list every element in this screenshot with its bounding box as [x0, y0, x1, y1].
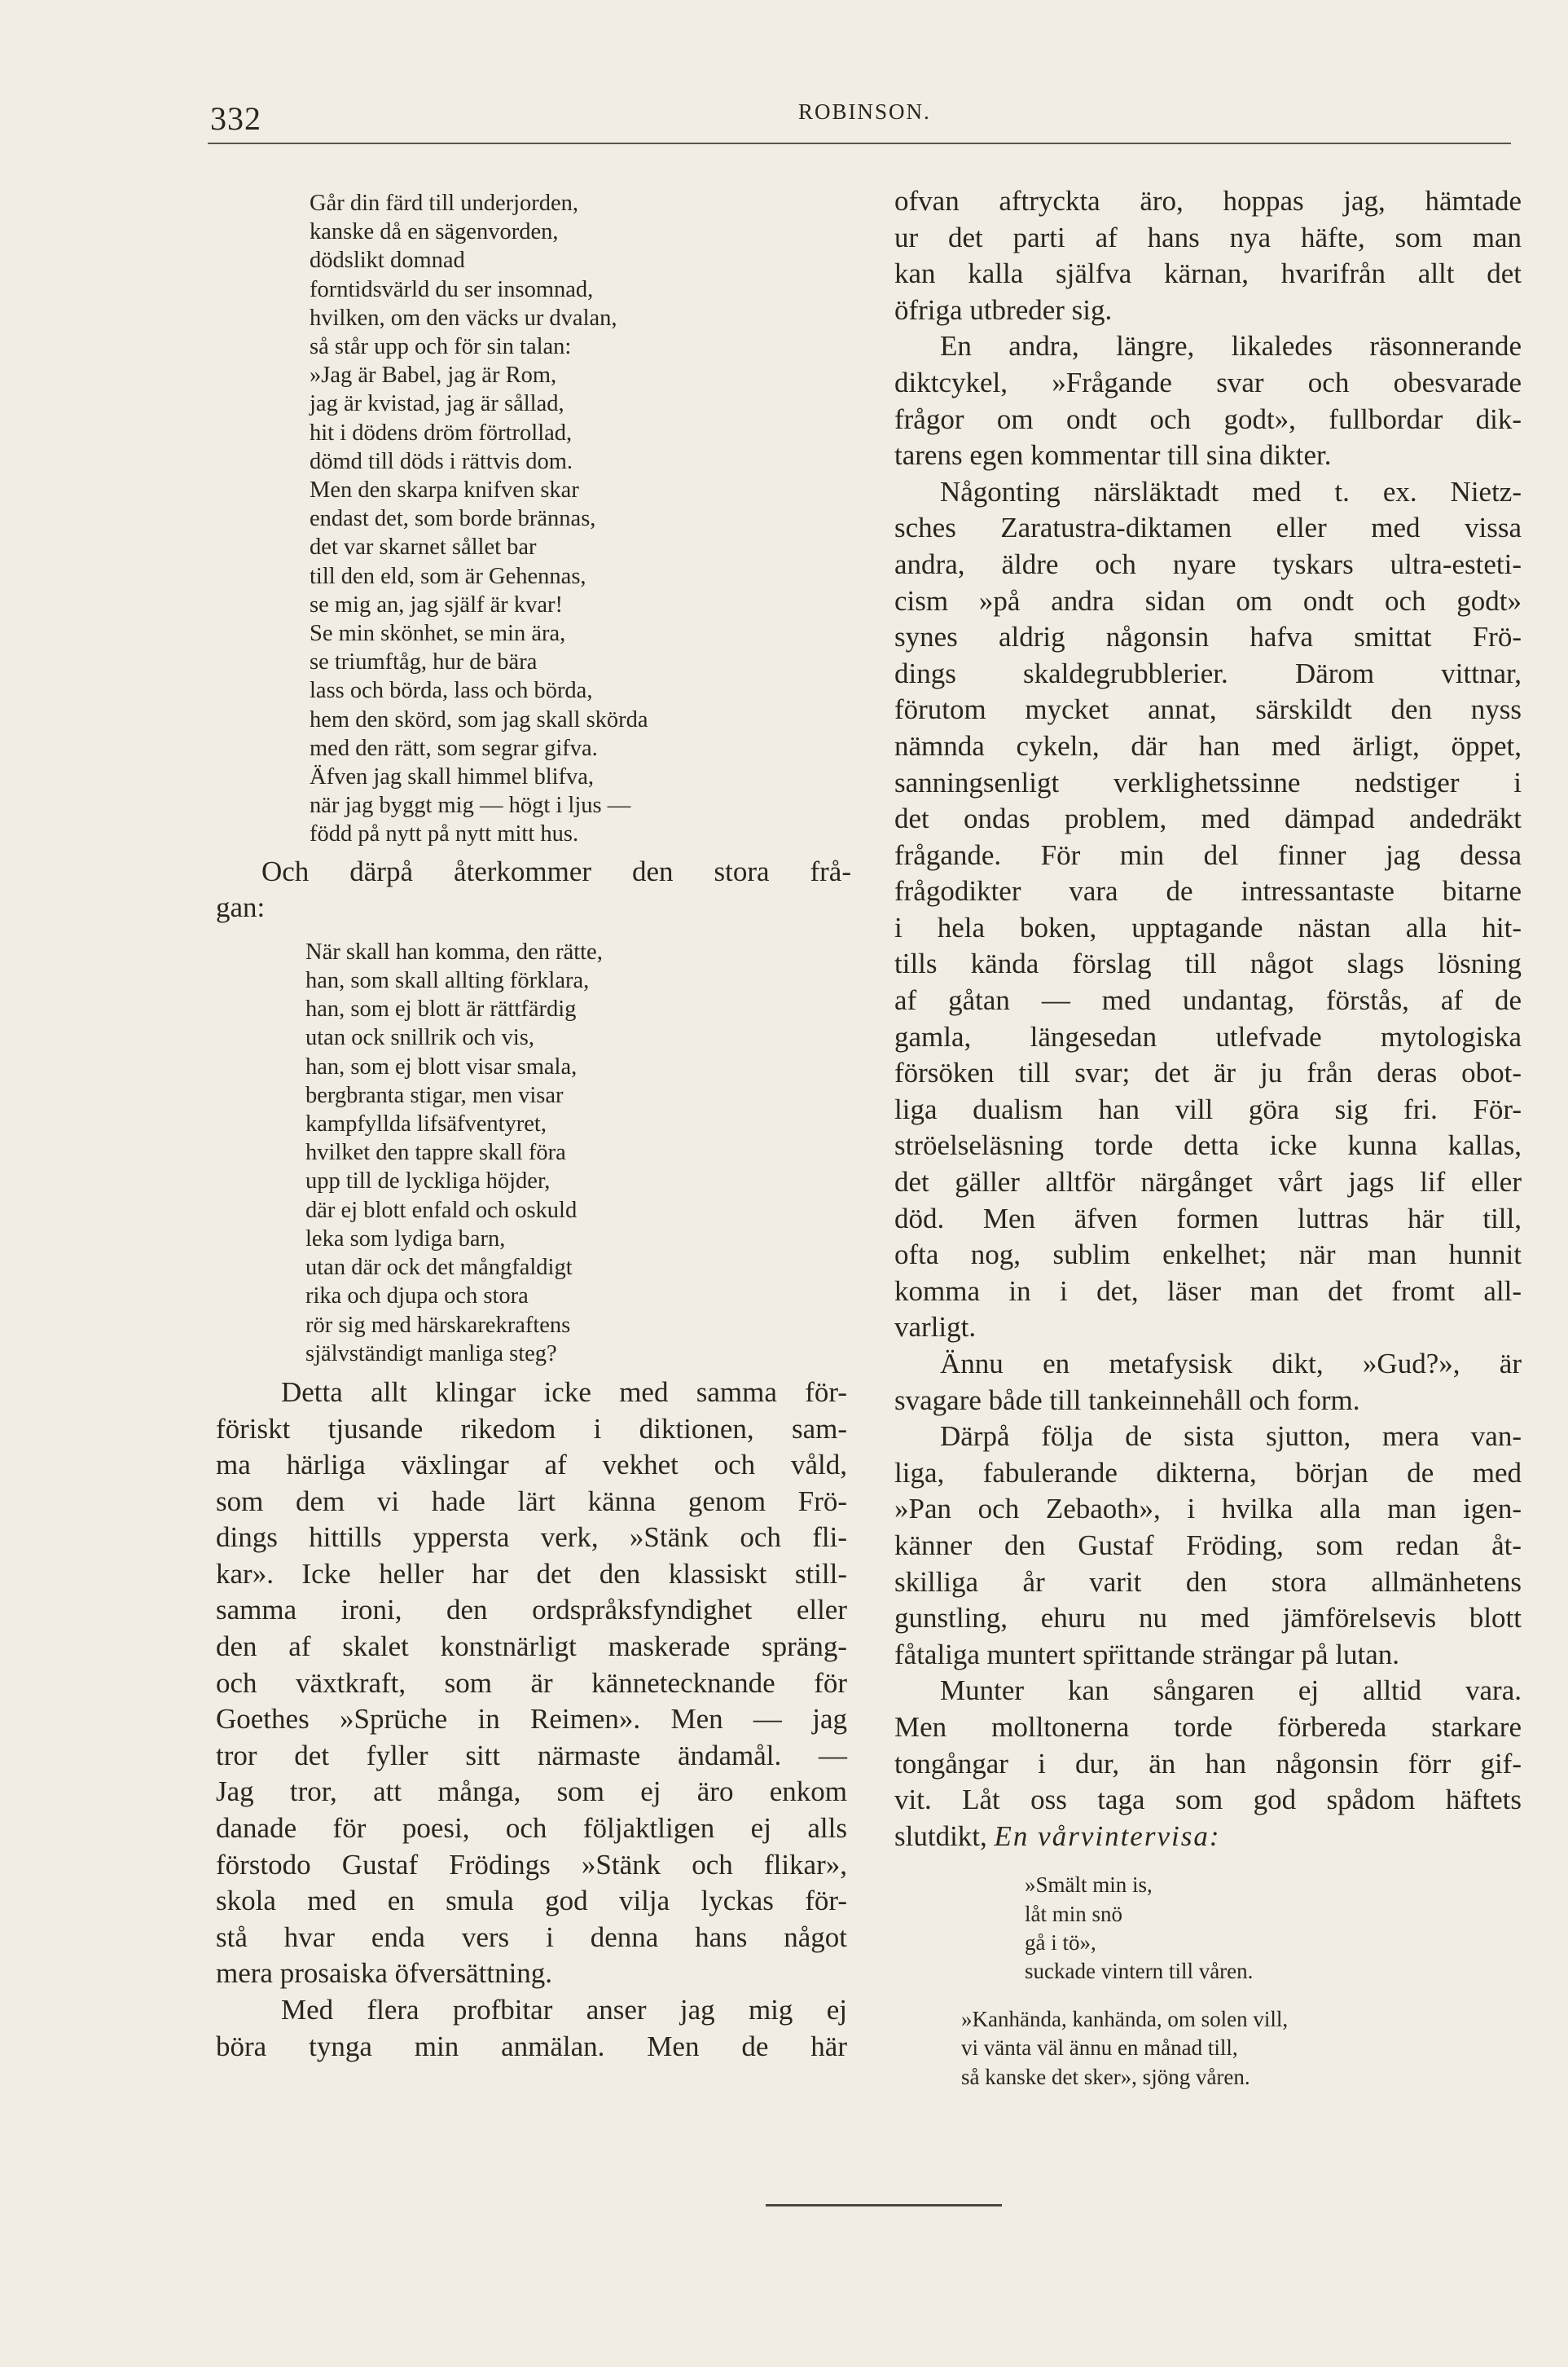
prose-line: liga, fabulerande dikterna, början de med: [894, 1456, 1522, 1489]
poem-line: till den eld, som är Gehennas,: [310, 563, 586, 589]
prose-line: mera prosaiska öfversättning.: [216, 1957, 553, 1990]
poem-line: där ej blott enfald och oskuld: [305, 1197, 578, 1223]
poem-line: kampfyllda lifsäfventyret,: [305, 1111, 547, 1137]
right-column: [894, 183, 1522, 2092]
prose-line: »Pan och Zebaoth», i hvilka alla man igen-: [894, 1493, 1522, 1525]
page-number: 332: [210, 100, 261, 137]
prose-line: ofvan aftryckta äro, hoppas jag, hämtade: [894, 185, 1522, 217]
poem-title: En vårvintervisa:: [994, 1819, 1221, 1852]
prose-line: liga dualism han vill göra sig fri. För-: [894, 1093, 1522, 1125]
prose-line: böra tynga min anmälan. Men de här: [216, 2030, 847, 2062]
prose-line: svagare både till tankeinnehåll och form.: [894, 1384, 1360, 1416]
poem-line: låt min snö: [1025, 1901, 1122, 1926]
prose-line: öfriga utbreder sig.: [894, 293, 1113, 326]
prose-line: frågande. För min del finner jag dessa: [894, 838, 1522, 871]
poem-line: »Smält min is,: [1025, 1872, 1153, 1898]
prose-line: tarens egen kommentar till sina dikter.: [894, 439, 1332, 472]
prose-line: Goethes »Sprüche in Reimen». Men — jag: [216, 1703, 847, 1736]
poem-line: vi vänta väl ännu en månad till,: [961, 2035, 1238, 2061]
prose-line: det ondas problem, med dämpad andedräkt: [894, 803, 1522, 835]
paragraph: [894, 1346, 1522, 1419]
prose-line: ofta nog, sublim enkelhet; när man hunnit: [894, 1238, 1522, 1271]
poem-line: utan där ock det mångfaldigt: [305, 1255, 573, 1281]
poem-line: hvilket den tappre skall föra: [305, 1140, 566, 1166]
prose-line: föriskt tjusande rikedom i diktionen, sam-: [216, 1412, 847, 1445]
header-rule: [208, 143, 1511, 144]
prose-line: känner den Gustaf Fröding, som redan åt-: [894, 1529, 1522, 1561]
poem-line: Går din färd till underjorden,: [310, 191, 579, 216]
paragraph: [894, 328, 1522, 473]
prose-line: frågodikter vara de intressantaste bitarne: [894, 875, 1522, 908]
poem-line: se mig an, jag själf är kvar!: [310, 592, 564, 618]
prose-line: Därpå följa de sista sjutton, mera van-: [940, 1420, 1522, 1453]
prose-line: dings hittills yppersta verk, »Stänk och fli-: [216, 1521, 847, 1554]
poem-line: lass och börda, lass och börda,: [310, 678, 593, 704]
prose-paragraph: [216, 1375, 847, 2065]
prose-line: ur det parti af hans nya häfte, som man: [894, 221, 1522, 253]
prose-line: skola med en smula god vilja lyckas för-: [216, 1885, 847, 1917]
poem-line: Äfven jag skall himmel blifva,: [310, 764, 595, 790]
prose-line: kar». Icke heller har det den klassiskt still-: [216, 1557, 847, 1590]
poem-line: utan ock snillrik och vis,: [305, 1025, 535, 1051]
prose-line: En andra, längre, likaledes räsonnerande: [940, 330, 1522, 363]
poem-line: när jag byggt mig — högt i ljus —: [310, 793, 631, 819]
poem-varvintervisa-stanza-2: [894, 2005, 1522, 2092]
left-column: [216, 189, 851, 2065]
poem-line: forntidsvärld du ser insomnad,: [310, 276, 594, 302]
prose-line: Någonting närsläktadt med t. ex. Nietz-: [940, 475, 1522, 508]
prose-line: cism »på andra sidan om ondt och godt»: [894, 584, 1522, 617]
prose-line: af gåtan — med undantag, förstås, af de: [894, 984, 1522, 1017]
poem-line: rör sig med härskarekraftens: [305, 1312, 571, 1338]
prose-line: död. Men äfven formen luttras här till,: [894, 1202, 1522, 1234]
prose-line: frågor om ondt och godt», fullbordar dik-: [894, 403, 1522, 435]
prose-line: tills kända förslag till något slags lösning: [894, 948, 1522, 980]
poem-line: hit i dödens dröm förtrollad,: [310, 420, 573, 446]
poem-line: dömd till döds i rättvis dom.: [310, 448, 573, 474]
poem-line: »Jag är Babel, jag är Rom,: [310, 363, 557, 389]
paragraph: [894, 474, 1522, 1346]
prose-line: Ännu en metafysisk dikt, »Gud?», är: [940, 1348, 1522, 1379]
prose-line: Men molltonerna torde förbereda starkare: [894, 1710, 1522, 1743]
prose-line: förutom mycket annat, särskildt den nyss: [894, 693, 1522, 726]
prose-line: fåtaliga muntert spr̈ittande strängar på lutan.: [894, 1638, 1400, 1670]
prose-line: Och därpå återkommer den stora frå-: [261, 855, 851, 887]
prose-line: den af skalet konstnärligt maskerade spräng-: [216, 1630, 847, 1663]
poem-line: se triumftåg, hur de bära: [310, 649, 538, 675]
prose-line: Jag tror, att många, som ej äro enkom: [216, 1775, 847, 1808]
poem-line: han, som ej blott är rättfärdig: [305, 997, 577, 1023]
prose-line: Med flera profbitar anser jag mig ej: [281, 1994, 847, 2026]
prose-line: ma härliga växlingar af vekhet och våld,: [216, 1449, 847, 1481]
poem-line: endast det, som borde brännas,: [310, 506, 596, 532]
paragraph: [894, 1419, 1522, 1673]
prose-line: varligt.: [894, 1311, 977, 1344]
poem-line: född på nytt på nytt mitt hus.: [310, 821, 579, 847]
prose-line: skilliga år varit den stora allmänhetens: [894, 1565, 1522, 1598]
poem-line: När skall han komma, den rätte,: [305, 939, 603, 965]
poem-line: Se min skönhet, se min ära,: [310, 621, 566, 647]
prose-text: slutdikt,: [894, 1819, 987, 1852]
prose-line: kan kalla själfva kärnan, hvarifrån allt det: [894, 257, 1522, 290]
poem-underjorden: [216, 189, 851, 849]
prose-line: nämnda cykeln, där han med ärligt, öppet,: [894, 729, 1522, 762]
prose-line: tongångar i dur, än han någonsin förr gif-: [894, 1747, 1522, 1780]
poem-line: gå i tö»,: [1025, 1929, 1096, 1955]
prose-line: diktcykel, »Frågande svar och obesvarade: [894, 366, 1522, 398]
prose-line: det gäller alltför närgånget vårt jags lif eller: [894, 1166, 1522, 1199]
paragraph: [894, 183, 1522, 328]
poem-line: Men den skarpa knifven skar: [310, 477, 579, 504]
prose-line: gan:: [216, 891, 266, 924]
poem-den-ratte: [216, 938, 851, 1368]
prose-line: förstodo Gustaf Frödings »Stänk och flikar»,: [216, 1848, 847, 1881]
prose-line: vit. Låt oss taga som god spådom häftets: [894, 1784, 1522, 1816]
poem-line: hvilken, om den väcks ur dvalan,: [310, 305, 617, 331]
poem-line: upp till de lyckliga höjder,: [305, 1168, 551, 1194]
poem-line: »Kanhända, kanhända, om solen vill,: [961, 2007, 1289, 2032]
poem-line: självständigt manliga steg?: [305, 1340, 557, 1366]
prose-line: dings skaldegrubblerier. Därom vittnar,: [894, 657, 1522, 689]
transition-paragraph: [216, 854, 851, 926]
poem-line: suckade vintern till våren.: [1025, 1958, 1254, 1983]
prose-line: ströelseläsning torde detta icke kunna kallas,: [894, 1129, 1522, 1162]
poem-line: det var skarnet sållet bar: [310, 535, 537, 561]
poem-varvintervisa-stanza-1: [894, 1871, 1522, 1986]
prose-line: andra, äldre och nyare tyskars ultra-esteti-: [894, 548, 1522, 580]
poem-line: med den rätt, som segrar gifva.: [310, 735, 598, 761]
poem-line: dödslikt domnad: [310, 248, 465, 274]
footer-rule: [766, 2204, 1002, 2206]
poem-line: leka som lydiga barn,: [305, 1225, 506, 1252]
poem-line: kanske då en sägenvorden,: [310, 219, 559, 245]
prose-line: sanningsenligt verklighetssinne nedstiger i: [894, 766, 1522, 799]
prose-line: försöken till svar; det är ju från deras obot-: [894, 1057, 1522, 1089]
prose-line: som dem vi hade lärt känna genom Frö-: [216, 1485, 847, 1517]
running-head: ROBINSON.: [798, 99, 931, 124]
prose-line: tror det fyller sitt närmaste ändamål. —: [216, 1739, 847, 1771]
prose-line: samma ironi, den ordspråksfyndighet eller: [216, 1594, 847, 1626]
prose-line: i hela boken, upptagande nästan alla hit-: [894, 911, 1522, 944]
prose-line: komma in i det, läser man det fromt all-: [894, 1274, 1522, 1307]
poem-line: jag är kvistad, jag är sållad,: [310, 391, 564, 417]
prose-line: synes aldrig någonsin hafva smittat Frö-: [894, 621, 1522, 653]
poem-line: han, som ej blott visar smala,: [305, 1054, 578, 1080]
prose-line: Munter kan sångaren ej alltid vara.: [940, 1674, 1522, 1707]
poem-line: bergbranta stigar, men visar: [305, 1082, 564, 1108]
prose-line: Detta allt klingar icke med samma för-: [281, 1375, 847, 1408]
poem-line: rika och djupa och stora: [305, 1283, 529, 1309]
prose-line: gamla, längesedan utlefvade mytologiska: [894, 1020, 1522, 1053]
prose-line: danade för poesi, och följaktligen ej alls: [216, 1812, 847, 1845]
poem-line: han, som skall allting förklara,: [305, 968, 590, 994]
poem-line: så står upp och för sin talan:: [310, 334, 572, 360]
prose-line: sches Zaratustra-diktamen eller med vissa: [894, 512, 1522, 544]
prose-line: [894, 1819, 1522, 1855]
prose-line: stå hvar enda vers i denna hans något: [216, 1920, 847, 1953]
poem-line: hem den skörd, som jag skall skörda: [310, 706, 648, 733]
paragraph: [894, 1673, 1522, 1854]
prose-line: gunstling, ehuru nu med jämförelsevis blott: [894, 1602, 1522, 1634]
poem-line: så kanske det sker», sjöng våren.: [961, 2064, 1250, 2089]
prose-line: och växtkraft, som är kännetecknande för: [216, 1666, 847, 1699]
